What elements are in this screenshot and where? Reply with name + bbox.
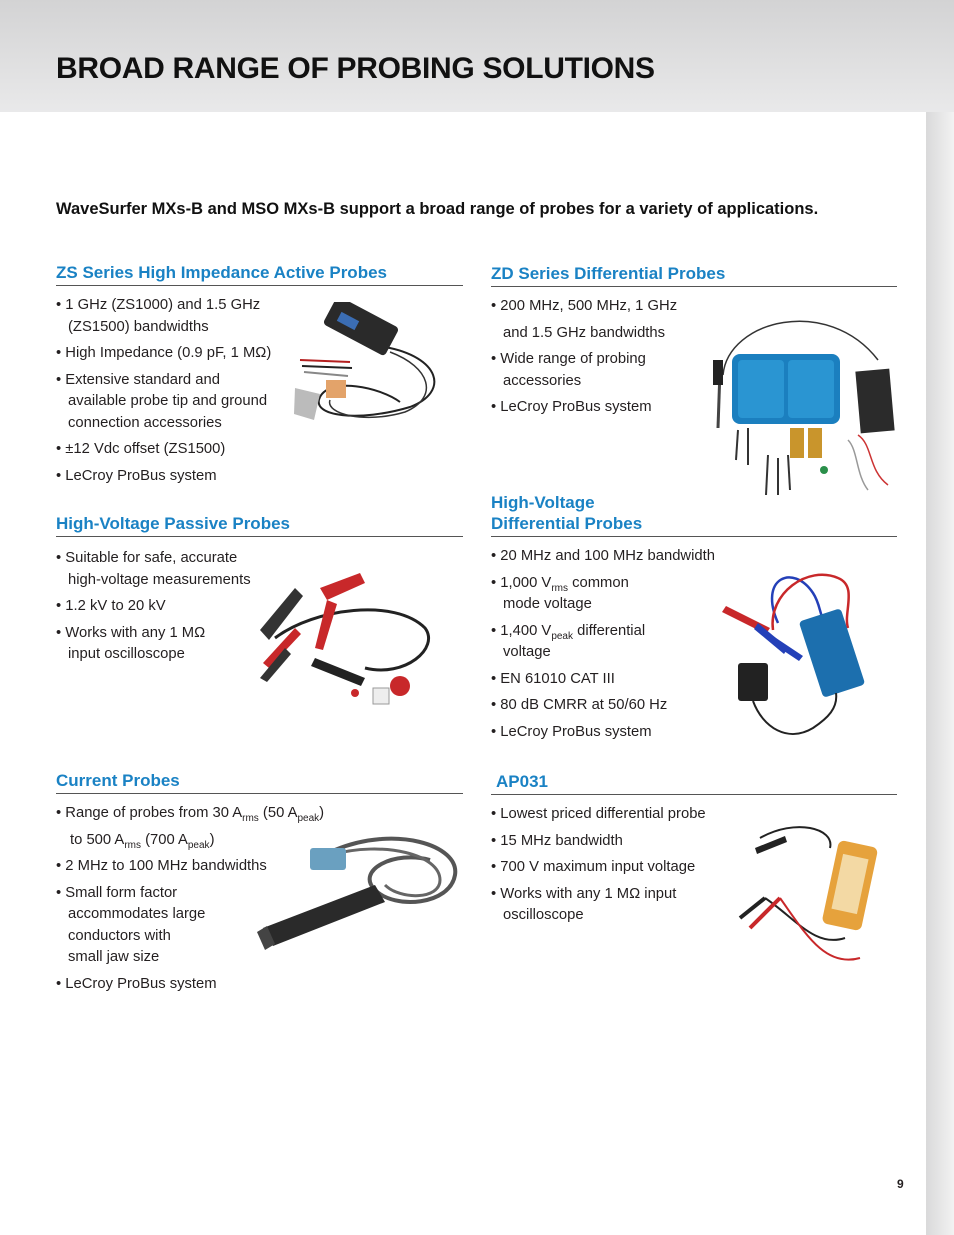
list-item: • LeCroy ProBus system <box>491 399 652 415</box>
list-item: • Suitable for safe, accurate high-voltage measurements <box>56 550 251 588</box>
right-margin-band <box>926 112 954 1235</box>
list-item: • 1,400 $V_{peak}$ differential voltage <box>491 622 646 660</box>
section-title: Current Probes <box>56 770 463 794</box>
section-title: ZD Series Differential Probes <box>491 263 897 287</box>
section-title: ZS Series High Impedance Active Probes <box>56 262 463 286</box>
hv-passive-probe-photo <box>255 568 445 713</box>
page-title: BROAD RANGE OF PROBING SOLUTIONS <box>56 52 655 85</box>
list-item: • Lowest priced differential probe <box>491 806 706 822</box>
list-item: • 2 MHz to 100 MHz bandwidths <box>56 858 267 874</box>
section-title: High-Voltage Passive Probes <box>56 513 463 537</box>
list-item: • ±12 Vdc offset (ZS1500) <box>56 441 226 457</box>
list-item: • Works with any 1 MΩ input oscilloscope <box>491 885 677 923</box>
list-item: • LeCroy ProBus system <box>491 723 652 740</box>
hv-differential-probe-photo <box>718 568 898 748</box>
section-title: AP031 <box>491 771 897 795</box>
list-item: • LeCroy ProBus system <box>56 975 217 992</box>
list-item: • 20 MHz and 100 MHz bandwidth <box>491 548 715 564</box>
list-item: • LeCroy ProBus system <box>56 467 217 484</box>
list-item: • 1,000 $V_{rms}$ common mode voltage <box>491 574 629 612</box>
list-item: • 700 V maximum input voltage <box>491 859 696 875</box>
list-item: • Range of probes from 30 $A_{rms}$ (50 $A_{peak}$) to 500 $A_{rms}$ (700 $A_{peak}$) <box>56 805 325 851</box>
zs-probe-photo <box>290 302 455 432</box>
list-item: • Extensive standard and available probe tip and ground connection accessories <box>56 371 268 431</box>
ap031-probe-photo <box>735 818 895 983</box>
list-item: • Works with any 1 MΩ input oscilloscope <box>56 624 206 662</box>
list-item: • 1 GHz (ZS1000) and 1.5 GHz (ZS1500) bandwidths <box>56 297 261 335</box>
intro-text: WaveSurfer MXs-B and MSO MXs-B support a broad range of probes for a variety of applications. <box>56 200 819 218</box>
list-item: • 1.2 kV to 20 kV <box>56 598 166 614</box>
page-number: 9 <box>897 1177 904 1191</box>
list-item: • 200 MHz, 500 MHz, 1 GHz and 1.5 GHz bandwidths <box>491 298 678 341</box>
section-title: High-Voltage Differential Probes <box>491 492 897 537</box>
list-item: • EN 61010 CAT III <box>491 670 615 687</box>
current-probe-photo <box>255 830 465 955</box>
list-item: • 15 MHz bandwidth <box>491 832 623 849</box>
list-item: • 80 dB CMRR at 50/60 Hz <box>491 697 668 713</box>
list-item: • High Impedance (0.9 pF, 1 MΩ) <box>56 345 272 361</box>
zd-probe-photo <box>708 300 903 500</box>
list-item: • Wide range of probing accessories <box>491 351 646 389</box>
list-item: • Small form factor accommodates large conductors with small jaw size <box>56 884 206 965</box>
